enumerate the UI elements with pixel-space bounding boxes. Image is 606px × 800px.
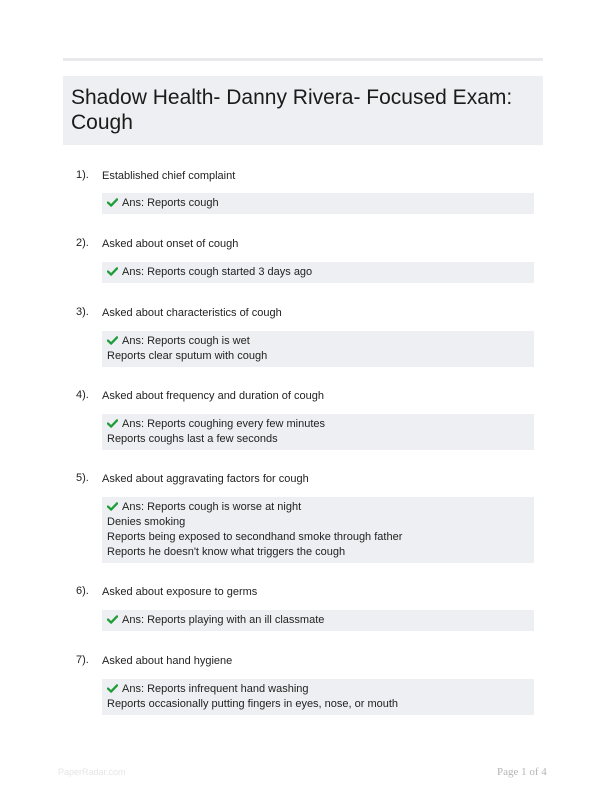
question-number: 4). bbox=[76, 389, 89, 401]
answer-line bbox=[107, 334, 528, 349]
question-text: Asked about characteristics of cough bbox=[102, 307, 282, 319]
answer-line bbox=[107, 265, 528, 280]
question-number: 3). bbox=[76, 306, 89, 318]
answer-box bbox=[102, 497, 534, 563]
answer-line bbox=[107, 196, 528, 211]
answer-line bbox=[107, 613, 528, 628]
question-number: 1). bbox=[76, 169, 89, 181]
checkmark-icon bbox=[107, 267, 118, 276]
title-banner bbox=[63, 76, 543, 145]
answer-detail: Reports coughs last a few seconds bbox=[107, 433, 278, 445]
checkmark-icon bbox=[107, 502, 118, 511]
question-text: Asked about exposure to germs bbox=[102, 586, 258, 598]
answer-text: Ans: Reports cough bbox=[122, 197, 219, 209]
answer-line bbox=[107, 417, 528, 432]
answer-detail: Reports he doesn't know what triggers the cough bbox=[107, 546, 346, 558]
answer-text: Ans: Reports cough is wet bbox=[122, 335, 250, 347]
checkmark-icon bbox=[107, 198, 118, 207]
answer-text: Ans: Reports cough is worse at night bbox=[122, 501, 302, 513]
question-text: Asked about onset of cough bbox=[102, 238, 239, 250]
question-number: 2). bbox=[76, 237, 89, 249]
checkmark-icon bbox=[107, 336, 118, 345]
answer-text: Ans: Reports coughing every few minutes bbox=[122, 418, 325, 430]
answer-box bbox=[102, 331, 534, 367]
question-number: 6). bbox=[76, 585, 89, 597]
footer-watermark: PaperRadar.com bbox=[58, 767, 126, 777]
answer-box bbox=[102, 193, 534, 214]
question-text: Asked about aggravating factors for cough bbox=[102, 473, 309, 485]
answer-line bbox=[107, 682, 528, 697]
question-text: Asked about hand hygiene bbox=[102, 655, 233, 667]
checkmark-icon bbox=[107, 419, 118, 428]
question-number: 5). bbox=[76, 472, 89, 484]
answer-box bbox=[102, 414, 534, 450]
answer-detail: Denies smoking bbox=[107, 516, 186, 528]
checkmark-icon bbox=[107, 615, 118, 624]
answer-box bbox=[102, 262, 534, 283]
answer-detail: Reports occasionally putting fingers in eyes, nose, or mouth bbox=[107, 698, 399, 710]
page-title: Shadow Health- Danny Rivera- Focused Exam: Cough bbox=[71, 86, 513, 134]
answer-text: Ans: Reports playing with an ill classmate bbox=[122, 614, 325, 626]
top-divider bbox=[63, 58, 543, 61]
checkmark-icon bbox=[107, 684, 118, 693]
question-number: 7). bbox=[76, 654, 89, 666]
page-number: Page 1 of 4 bbox=[497, 766, 547, 778]
answer-text: Ans: Reports infrequent hand washing bbox=[122, 683, 309, 695]
answer-line bbox=[107, 500, 528, 515]
answer-detail: Reports clear sputum with cough bbox=[107, 350, 268, 362]
answer-box bbox=[102, 610, 534, 631]
question-text: Established chief complaint bbox=[102, 170, 236, 182]
question-text: Asked about frequency and duration of cough bbox=[102, 390, 324, 402]
answer-box bbox=[102, 679, 534, 715]
answer-text: Ans: Reports cough started 3 days ago bbox=[122, 266, 313, 278]
answer-detail: Reports being exposed to secondhand smoke through father bbox=[107, 531, 403, 543]
